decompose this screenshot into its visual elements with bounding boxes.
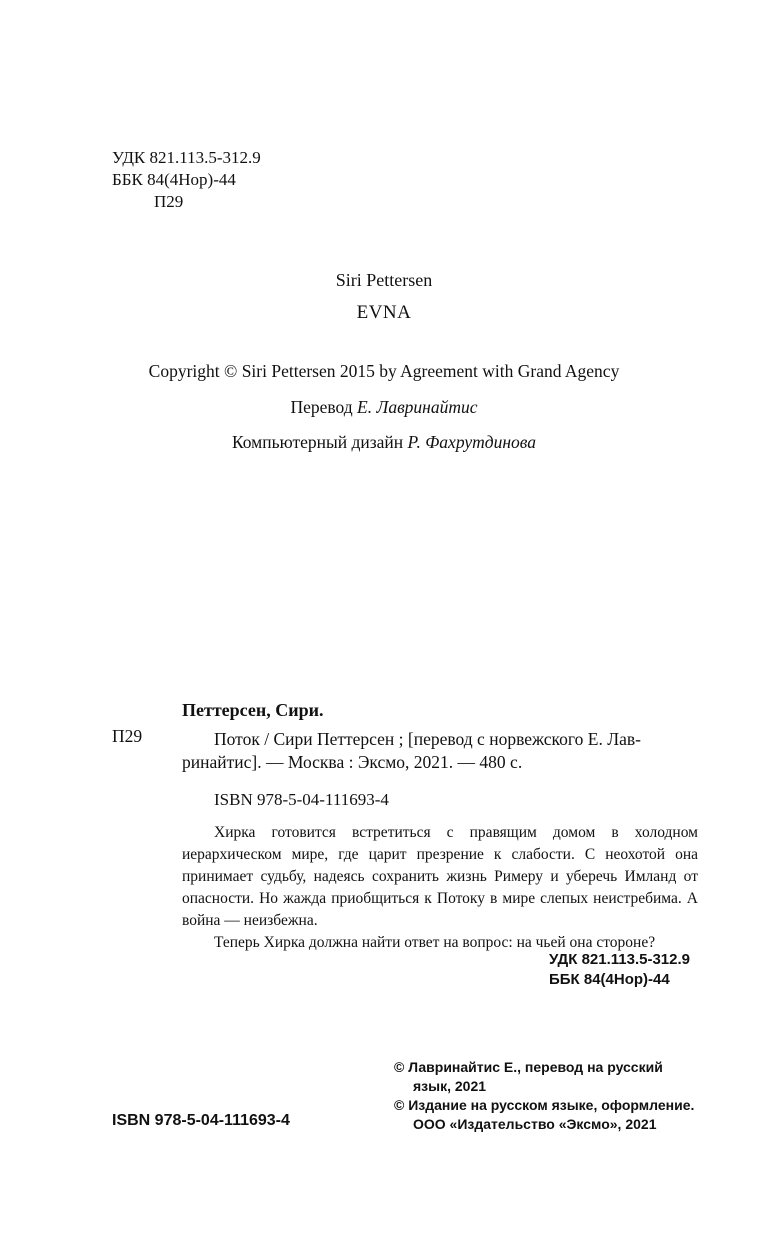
designer-prefix: Компьютерный дизайн [231, 432, 404, 452]
udk-code: УДК 821.113.5-312.9 [112, 148, 261, 167]
translator-prefix: Перевод [290, 397, 353, 417]
card-bbk: ББК 84(4Нор)-44 [548, 971, 670, 988]
annotation-paragraph-2: Теперь Хирка должна найти ответ на вопрос: на чьей она стороне? [214, 934, 656, 951]
top-classification [112, 147, 261, 213]
card-classification [549, 950, 690, 990]
rights-edition-cont: ООО «Издательство «Эксмо», 2021 [413, 1116, 657, 1132]
bbk-code: ББК 84(4Нор)-44 [112, 170, 236, 189]
annotation-paragraph-1: Хирка готовится встретиться с правящим домом в холодном иерархическом мире, где царит презрение к слабости. С неохотой она принимает судьбу, надеясь сохранить жизнь Римеру и уберечь Имланд от опасности. Но жажда приобщиться к Потоку в мире слепых неистребима. А война — неизбежна. [182, 824, 698, 929]
rights-edition: © Издание на русском языке, оформление. [394, 1097, 695, 1113]
original-title: EVNA [356, 302, 412, 323]
catalog-card-line2: ринайтис]. — Москва : Эксмо, 2021. — 480 с. [182, 752, 523, 772]
bottom-isbn: ISBN 978-5-04-111693-4 [112, 1112, 290, 1129]
designer-name: Р. Фахрутдинова [407, 432, 537, 452]
card-udk: УДК 821.113.5-312.9 [548, 951, 690, 968]
rights-translation: © Лавринайтис Е., перевод на русский [394, 1059, 663, 1075]
translator-credit [0, 397, 768, 418]
rights-notice [394, 1058, 694, 1134]
catalog-card-line1: Поток / Сири Петтерсен ; [перевод с норвежского Е. Лав- [214, 729, 641, 749]
catalog-card-isbn: ISBN 978-5-04-111693-4 [214, 790, 389, 809]
catalog-card-author-mark: П29 [112, 726, 143, 746]
original-author: Siri Pettersen [335, 270, 433, 290]
translator-name: Е. Лавринайтис [357, 397, 478, 417]
catalog-card-heading: Петтерсен, Сири. [182, 700, 324, 720]
copyright-line: Copyright © Siri Pettersen 2015 by Agreement with Grand Agency [148, 361, 620, 381]
designer-credit [0, 432, 768, 453]
author-mark: П29 [154, 192, 184, 211]
annotation [182, 822, 698, 954]
rights-translation-cont: язык, 2021 [413, 1078, 487, 1094]
